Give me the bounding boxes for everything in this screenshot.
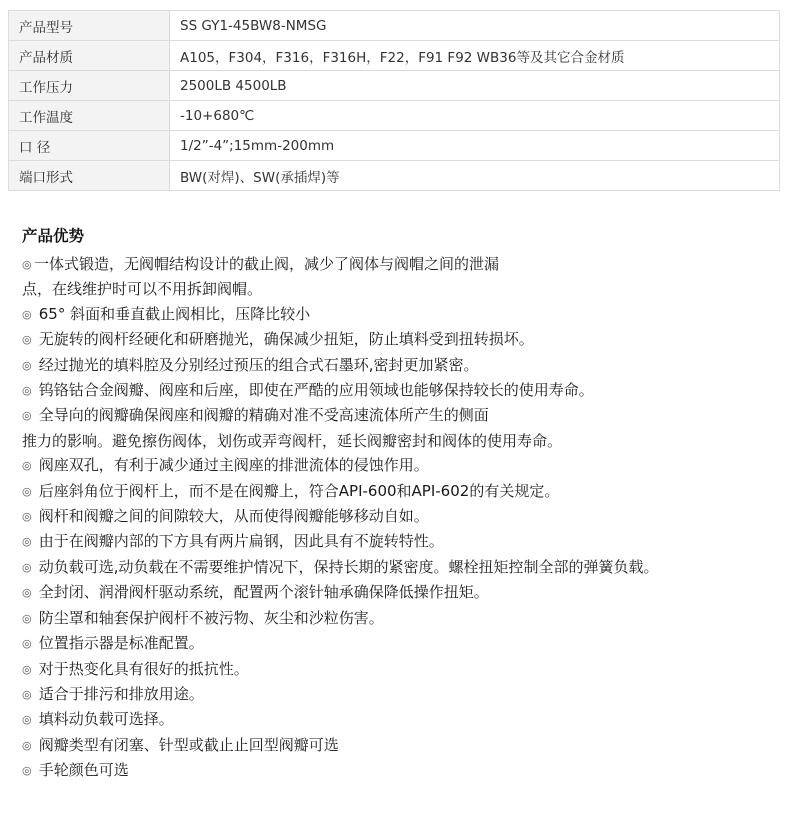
spec-value: 1/2”-4”;15mm-200mm — [170, 131, 780, 161]
feature-item — [22, 403, 782, 453]
feature-item — [22, 758, 782, 783]
spec-row — [9, 71, 780, 101]
feature-text: 后座斜角位于阀杆上，而不是在阀瓣上，符合API-600和API-602的有关规定。 — [34, 481, 560, 500]
feature-item — [22, 327, 782, 352]
feature-item — [22, 580, 782, 605]
spec-table-body — [9, 11, 780, 191]
spec-row — [9, 101, 780, 131]
spec-key: 端口形式 — [9, 161, 170, 191]
bullet-icon: ◎ — [22, 510, 32, 524]
spec-key: 工作温度 — [9, 101, 170, 131]
spec-value: A105，F304，F316，F316H，F22，F91 F92 WB36等及其它合金材质 — [170, 41, 780, 71]
feature-text: 位置指示器是标准配置。 — [34, 634, 204, 653]
features-list — [22, 252, 782, 784]
spec-key: 口 径 — [9, 131, 170, 161]
bullet-icon: ◎ — [22, 738, 32, 752]
feature-text: 填料动负载可选择。 — [34, 710, 174, 729]
feature-text: 手轮颜色可选 — [34, 761, 129, 780]
spec-row — [9, 131, 780, 161]
feature-item — [22, 529, 782, 554]
feature-item — [22, 378, 782, 403]
feature-item — [22, 504, 782, 529]
feature-text: 一体式锻造，无阀帽结构设计的截止阀，减少了阀体与阀帽之间的泄漏 点，在线维护时可以不用拆卸阀帽。 — [22, 255, 500, 299]
bullet-icon: ◎ — [22, 535, 32, 549]
feature-item — [22, 733, 782, 758]
feature-text: 经过抛光的填料腔及分别经过预压的组合式石墨环,密封更加紧密。 — [34, 355, 479, 374]
feature-item — [22, 555, 782, 580]
spec-value: 2500LB 4500LB — [170, 71, 780, 101]
feature-item — [22, 682, 782, 707]
feature-item — [22, 707, 782, 732]
bullet-icon: ◎ — [22, 764, 32, 778]
bullet-icon: ◎ — [22, 611, 32, 625]
bullet-icon: ◎ — [22, 307, 32, 321]
spec-key: 产品材质 — [9, 41, 170, 71]
feature-text: 动负载可选,动负载在不需要维护情况下，保持长期的紧密度。螺栓扭矩控制全部的弹簧负载。 — [34, 557, 659, 576]
bullet-icon: ◎ — [22, 459, 32, 473]
bullet-icon: ◎ — [22, 484, 32, 498]
feature-item — [22, 302, 782, 327]
feature-item — [22, 353, 782, 378]
bullet-icon: ◎ — [22, 662, 32, 676]
spec-row — [9, 161, 780, 191]
spec-value: SS GY1-45BW8-NMSG — [170, 11, 780, 41]
bullet-icon: ◎ — [22, 713, 32, 727]
feature-item — [22, 657, 782, 682]
feature-text: 阀座双孔，有利于减少通过主阀座的排泄流体的侵蚀作用。 — [34, 456, 429, 475]
feature-text: 阀杆和阀瓣之间的间隙较大，从而使得阀瓣能够移动自如。 — [34, 507, 429, 526]
bullet-icon: ◎ — [22, 687, 32, 701]
feature-item — [22, 453, 782, 478]
feature-text: 全导向的阀瓣确保阀座和阀瓣的精确对准不受高速流体所产生的侧面 推力的影响。避免擦伤阀体，划伤或弄弯阀杆，延长阀瓣密封和阀体的使用寿命。 — [22, 406, 563, 450]
bullet-icon: ◎ — [22, 333, 32, 347]
spec-key: 工作压力 — [9, 71, 170, 101]
bullet-icon: ◎ — [22, 560, 32, 574]
spec-value: -10+680℃ — [170, 101, 780, 131]
spec-value: BW(对焊)、SW(承插焊)等 — [170, 161, 780, 191]
features-title: 产品优势 — [22, 227, 85, 245]
bullet-icon: ◎ — [22, 409, 32, 423]
feature-text: 无旋转的阀杆经硬化和研磨抛光，确保减少扭矩，防止填料受到扭转损坏。 — [34, 330, 534, 349]
feature-text: 阀瓣类型有闭塞、针型或截止止回型阀瓣可选 — [34, 735, 339, 754]
feature-text: 65° 斜面和垂直截止阀相比，压降比较小 — [34, 304, 311, 323]
spec-row — [9, 41, 780, 71]
bullet-icon: ◎ — [22, 586, 32, 600]
bullet-icon: ◎ — [22, 358, 32, 372]
spec-row — [9, 11, 780, 41]
spec-table — [8, 10, 780, 191]
feature-item — [22, 479, 782, 504]
bullet-icon: ◎ — [22, 637, 32, 651]
feature-text: 全封闭、润滑阀杆驱动系统，配置两个滚针轴承确保降低操作扭矩。 — [34, 583, 489, 602]
feature-text: 钨铬钴合金阀瓣、阀座和后座，即使在严酷的应用领域也能够保持较长的使用寿命。 — [34, 381, 594, 400]
feature-item — [22, 631, 782, 656]
bullet-icon: ◎ — [22, 384, 32, 398]
bullet-icon: ◎ — [22, 258, 32, 271]
feature-text: 对于热变化具有很好的抵抗性。 — [34, 659, 249, 678]
feature-text: 防尘罩和轴套保护阀杆不被污物、灰尘和沙粒伤害。 — [34, 608, 384, 627]
feature-text: 由于在阀瓣内部的下方具有两片扁钢，因此具有不旋转特性。 — [34, 532, 444, 551]
feature-text: 适合于排污和排放用途。 — [34, 684, 204, 703]
feature-item — [22, 606, 782, 631]
feature-item — [22, 252, 782, 302]
spec-key: 产品型号 — [9, 11, 170, 41]
